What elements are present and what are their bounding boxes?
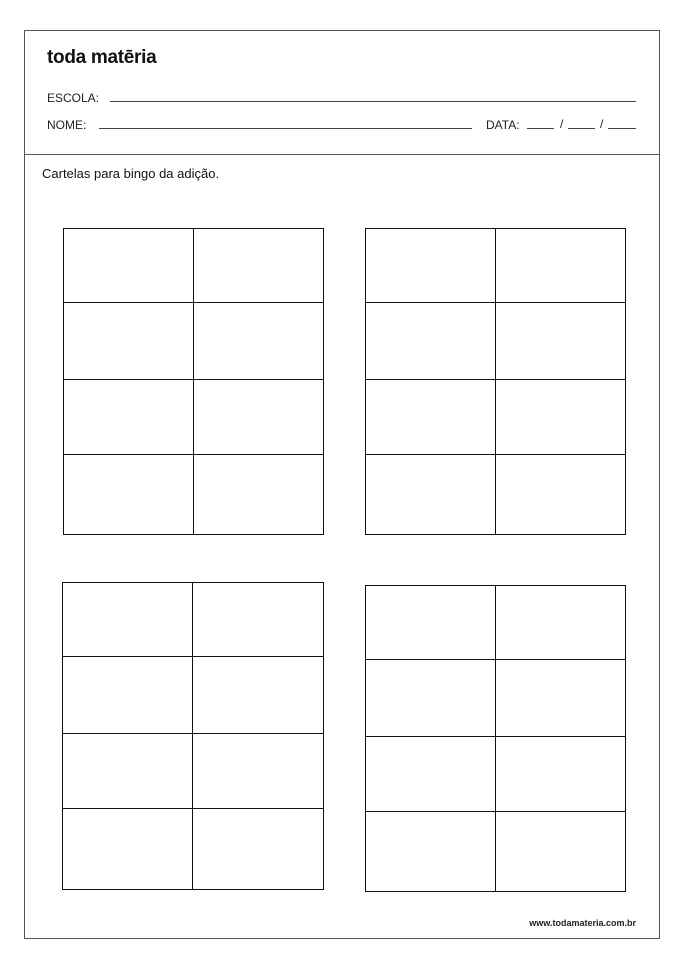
- bingo-cell[interactable]: [194, 380, 324, 455]
- bingo-cell[interactable]: [194, 303, 324, 380]
- school-field[interactable]: [110, 101, 636, 102]
- bingo-cell[interactable]: [366, 380, 496, 455]
- bingo-card-4: [365, 585, 626, 892]
- bingo-cell[interactable]: [496, 455, 626, 534]
- worksheet-header: [25, 31, 659, 155]
- bingo-cell[interactable]: [366, 303, 496, 380]
- bingo-cell[interactable]: [64, 455, 194, 534]
- bingo-cell[interactable]: [496, 660, 626, 737]
- website-url[interactable]: www.todamateria.com.br: [529, 918, 636, 928]
- bingo-cell[interactable]: [366, 660, 496, 737]
- bingo-cell[interactable]: [64, 229, 194, 303]
- date-separator-1: /: [560, 117, 564, 131]
- bingo-cell[interactable]: [194, 229, 324, 303]
- bingo-cell[interactable]: [496, 586, 626, 660]
- school-label: ESCOLA:: [47, 91, 100, 105]
- brand-logo: toda matēria: [47, 47, 157, 68]
- bingo-cell[interactable]: [366, 229, 496, 303]
- bingo-cell[interactable]: [63, 657, 193, 734]
- date-separator-2: /: [600, 117, 604, 131]
- bingo-cell[interactable]: [366, 812, 496, 891]
- bingo-cell[interactable]: [64, 380, 194, 455]
- name-label: NOME:: [47, 118, 87, 132]
- bingo-cell[interactable]: [193, 809, 323, 889]
- instruction-text: Cartelas para bingo da adição.: [42, 166, 220, 181]
- bingo-cell[interactable]: [366, 455, 496, 534]
- bingo-cell[interactable]: [63, 734, 193, 809]
- worksheet: [24, 30, 660, 939]
- bingo-card-1: [63, 228, 324, 535]
- bingo-cell[interactable]: [63, 809, 193, 889]
- date-day-field[interactable]: [527, 128, 554, 129]
- bingo-cell[interactable]: [366, 737, 496, 812]
- bingo-cell[interactable]: [496, 737, 626, 812]
- bingo-cell[interactable]: [193, 734, 323, 809]
- bingo-cell[interactable]: [496, 812, 626, 891]
- bingo-cell[interactable]: [193, 583, 323, 657]
- bingo-cell[interactable]: [496, 380, 626, 455]
- bingo-cell[interactable]: [193, 657, 323, 734]
- date-label: DATA:: [486, 118, 520, 132]
- bingo-cell[interactable]: [64, 303, 194, 380]
- bingo-card-2: [365, 228, 626, 535]
- bingo-card-3: [62, 582, 324, 890]
- bingo-cell[interactable]: [496, 303, 626, 380]
- name-field[interactable]: [99, 128, 472, 129]
- date-year-field[interactable]: [608, 128, 636, 129]
- bingo-cell[interactable]: [366, 586, 496, 660]
- bingo-cell[interactable]: [194, 455, 324, 534]
- date-month-field[interactable]: [568, 128, 595, 129]
- bingo-cell[interactable]: [496, 229, 626, 303]
- bingo-cell[interactable]: [63, 583, 193, 657]
